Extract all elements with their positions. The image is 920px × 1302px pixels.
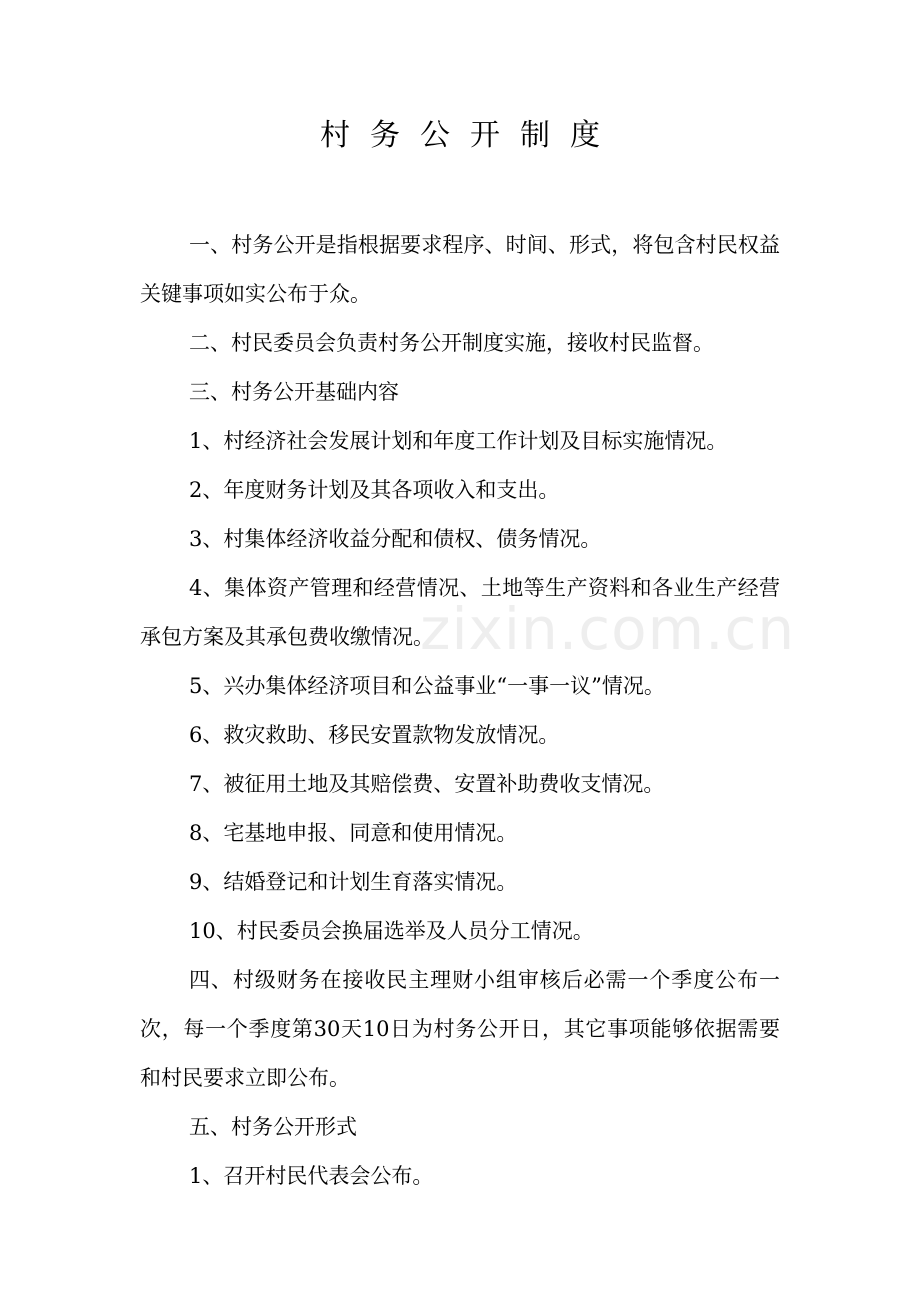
paragraph-4: 四、村级财务在接收民主理财小组审核后必需一个季度公布一次，每一个季度第30天10日为村务公开日，其它事项能够依据需要和村民要求立即公布。 <box>140 968 780 1090</box>
list-item-4: 4、集体资产管理和经营情况、土地等生产资料和各业生产经营承包方案及其承包费收缴情况。 <box>140 576 780 649</box>
paragraph-2: 二、村民委员会负责村务公开制度实施，接收村民监督。 <box>189 331 714 355</box>
document-body <box>140 221 780 1201</box>
list-item-3: 3、村集体经济收益分配和债权、债务情况。 <box>189 527 602 551</box>
watermark: zixin.com.cn <box>420 595 796 663</box>
list-item-8: 8、宅基地申报、同意和使用情况。 <box>189 821 518 845</box>
list-item-form-1: 1、召开村民代表会公布。 <box>189 1164 434 1188</box>
paragraph-3: 三、村务公开基础内容 <box>189 380 399 404</box>
list-item-7: 7、被征用土地及其赔偿费、安置补助费收支情况。 <box>189 772 665 796</box>
list-item-1: 1、村经济社会发展计划和年度工作计划及目标实施情况。 <box>189 429 728 453</box>
paragraph-1: 一、村务公开是指根据要求程序、时间、形式，将包含村民权益关键事项如实公布于众。 <box>140 233 780 306</box>
list-item-10: 10、村民委员会换届选举及人员分工情况。 <box>189 919 594 943</box>
document-title: 村务公开制度 <box>320 118 620 153</box>
list-item-6: 6、救灾救助、移民安置款物发放情况。 <box>189 723 560 747</box>
list-item-2: 2、年度财务计划及其各项收入和支出。 <box>189 478 560 502</box>
list-item-9: 9、结婚登记和计划生育落实情况。 <box>189 870 518 894</box>
paragraph-5: 五、村务公开形式 <box>189 1115 357 1139</box>
list-item-5: 5、兴办集体经济项目和公益事业“一事一议”情况。 <box>189 674 665 698</box>
